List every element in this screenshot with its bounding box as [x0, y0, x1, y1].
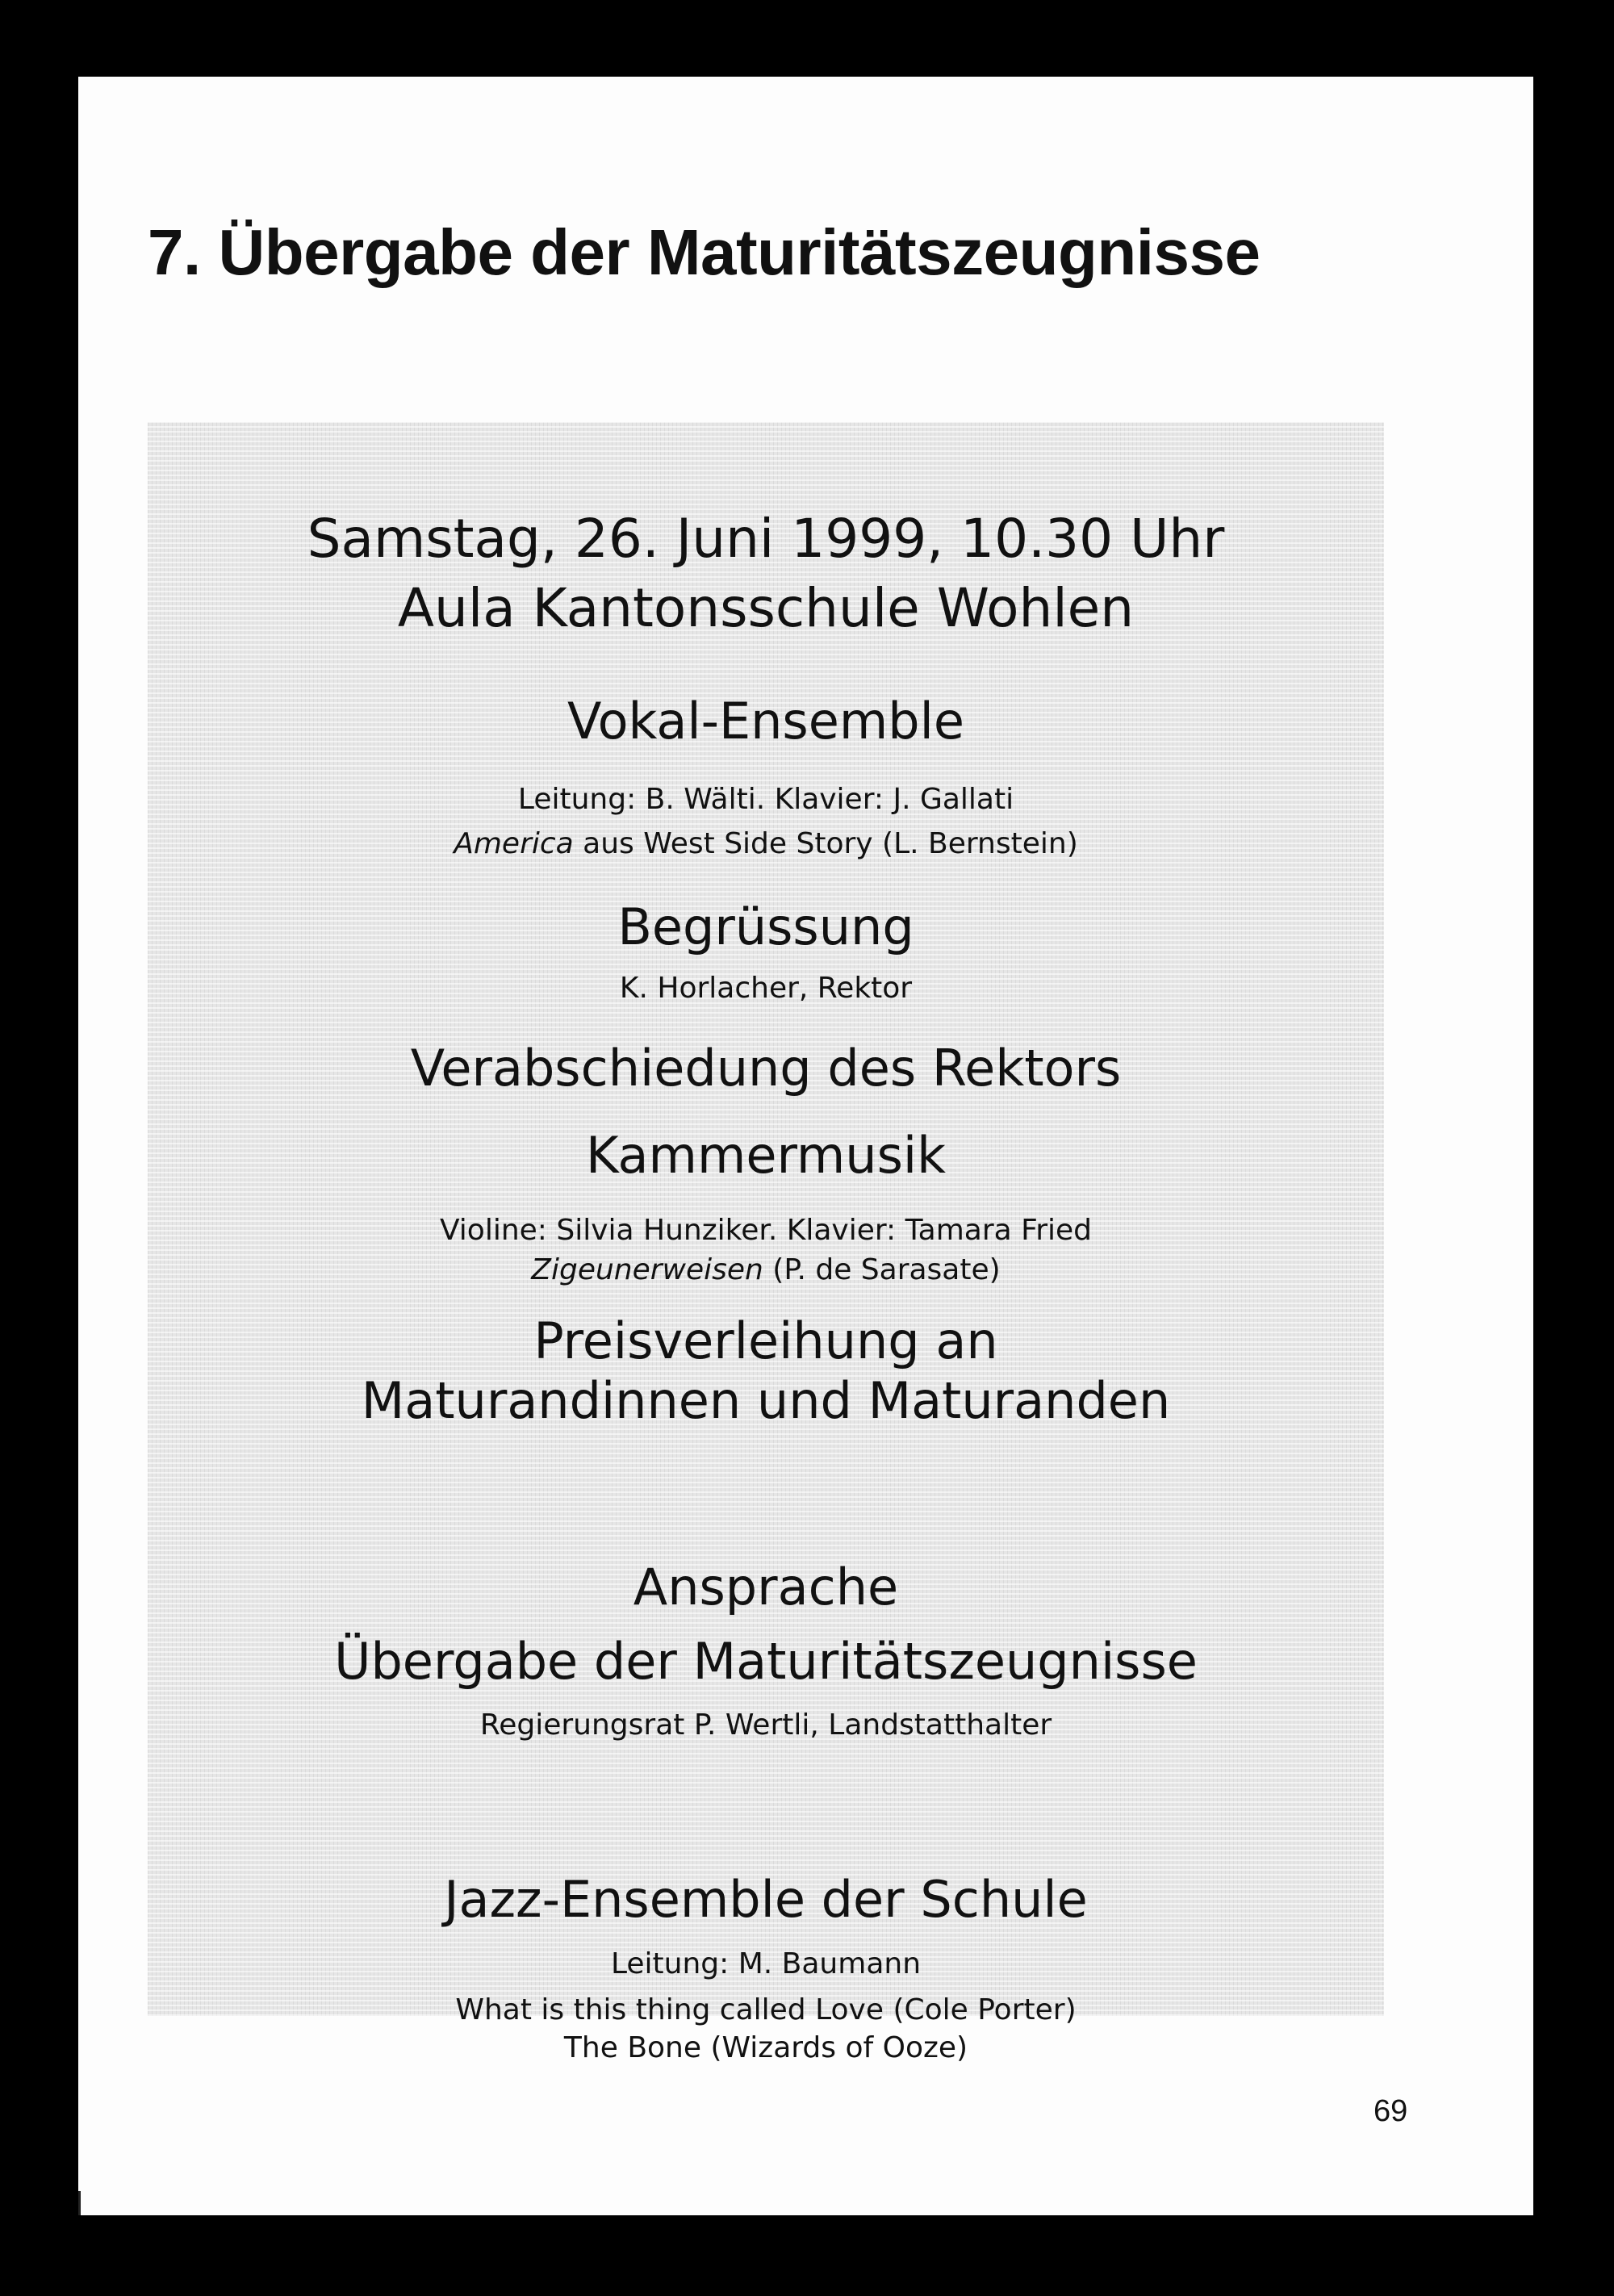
vocal-piece-source: aus West Side Story (L. Bernstein): [573, 827, 1078, 860]
chamber-music-piece: [148, 1253, 1384, 1286]
page-number: 69: [1374, 2094, 1408, 2128]
prizes-line-2: Maturandinnen und Maturanden: [361, 1371, 1171, 1430]
chamber-music-title: Kammermusik: [585, 1126, 947, 1185]
prizes-line-1: Preisverleihung an: [533, 1311, 998, 1370]
speech-handover: Übergabe der Maturitätszeugnisse: [334, 1632, 1198, 1691]
event-venue: Aula Kantonsschule Wohlen: [397, 577, 1135, 639]
welcome-title: Begrüssung: [617, 897, 914, 956]
jazz-piece-2: The Bone (Wizards of Ooze): [563, 2031, 968, 2064]
jazz-ensemble-direction: Leitung: M. Baumann: [610, 1947, 922, 1980]
event-date-line: Samstag, 26. Juni 1999, 10.30 Uhr: [307, 508, 1225, 570]
vocal-ensemble-title: Vokal-Ensemble: [567, 692, 964, 751]
speech-title: Ansprache: [633, 1558, 899, 1616]
farewell-title: Verabschiedung des Rektors: [410, 1039, 1122, 1098]
vocal-piece-title: America: [454, 827, 574, 860]
vocal-ensemble-piece: [148, 827, 1384, 860]
program-box: [148, 422, 1384, 2064]
welcome-speaker: K. Horlacher, Rektor: [619, 972, 913, 1005]
chamber-music-players: Violine: Silvia Hunziker. Klavier: Tamara Fried: [439, 1214, 1093, 1247]
document-page: [78, 77, 1533, 2215]
jazz-ensemble-title: Jazz-Ensemble der Schule: [444, 1870, 1088, 1929]
chamber-piece-title: Zigeunerweisen: [531, 1253, 763, 1286]
section-heading: 7. Übergabe der Maturitätszeugnisse: [148, 216, 1261, 288]
jazz-piece-1: What is this thing called Love (Cole Porter): [455, 1993, 1077, 2026]
scan-edge-mark: [78, 2191, 81, 2215]
vocal-ensemble-direction: Leitung: B. Wälti. Klavier: J. Gallati: [517, 783, 1014, 816]
chamber-piece-composer: (P. de Sarasate): [763, 1253, 1001, 1286]
speech-speaker: Regierungsrat P. Wertli, Landstatthalter: [479, 1708, 1052, 1742]
